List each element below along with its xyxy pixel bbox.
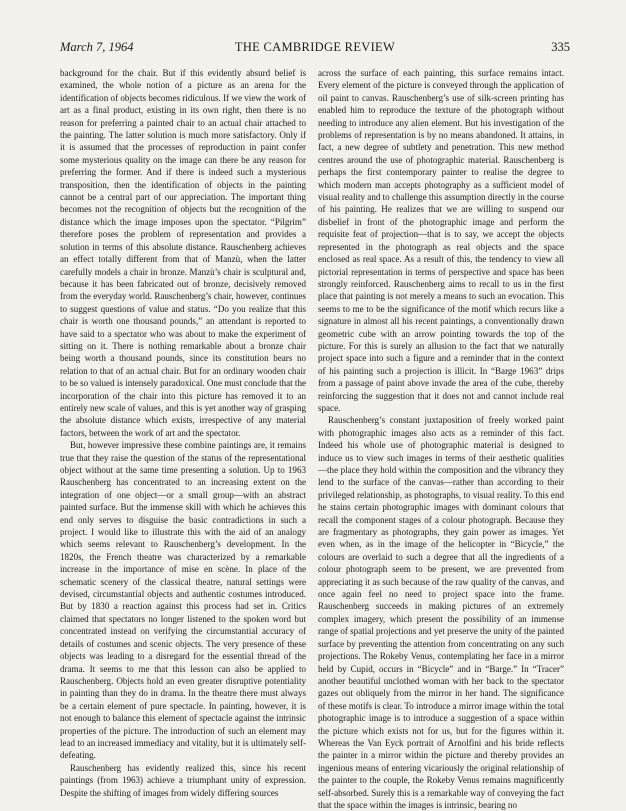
- left-column: [60, 67, 306, 799]
- body-paragraph: But, however impressive these combine paintings are, it remains true that they raise the question of the status of the representational object without at the same time presenting a solution. Up to 1963 Rauschenberg has concentrated to an increasing extent on the integration of one object—or a small group—with an abstract painted surface. But the immense skill with which he achieves this end only serves to disguise the basic contradictions in such a project. I would like to illustrate this with the aid of an analogy which seems relevant to Rauschenberg’s development. In the 1820s, the French theatre was characterized by a remarkable increase in the importance of mise en scène. In place of the schematic scenery of the classical theatre, natural settings were devised, circumstantial objects and authentic costumes introduced. But by 1830 a reaction against this process had set in. Critics claimed that spectators no longer listened to the spoken word but concentrated instead on verifying the circumstantial accuracy of details of costumes and scenic objects. The very presence of these objects was leading to a disregard for the essential thread of the drama. It seems to me that this lesson can also be applied to Rauschenberg. Objects hold an even greater disruptive potentiality in painting than they do in drama. In the theatre there must always be a certain element of pure spectacle. In painting, however, it is not enough to balance this element of spectacle against the intrinsic properties of the picture. The introduction of such an element may lead to an increased immediacy and vitality, but it is ultimately self-defeating.: [60, 440, 306, 761]
- body-paragraph: background for the chair. But if this evidently absurd belief is examined, the whole notion of a picture as an arena for the identification of objects becomes ridiculous. If we view the work of art as a final product, existing in its own right, then there is no reason for preferring a painted chair to an actual chair attached to the painting. The latter solution is much more satisfactory. Only if it is assumed that the processes of reproduction in paint confer some mysterious quality on the image can there be any reason for preferring the former. And if there is indeed such a mysterious transposition, then the identification of objects in the painting cannot be a central part of our appreciation. The important thing becomes not the recognition of objects but the recognition of the distance which the image imposes upon the spectator. “Pilgrim” therefore poses the problem of representation and provides a solution in terms of this absolute distance. Rauschenberg achieves an effect totally different from that of Manzù, when the latter carefully models a chair in bronze. Manzù’s chair is sculptural and, because it has been fabricated out of bronze, decisively removed from the everyday world. Rauschenberg’s chair, however, continues to suggest questions of value and status. “Do you realize that this chair is worth one thousand pounds,” an attendant is reported to have said to a spectator who was about to make the experiment of sitting on it. There is nothing remarkable about a bronze chair being worth a thousand pounds, since its constitution bears no relation to that of an actual chair. But for an ordinary wooden chair to be so valued is intensely paradoxical. One must conclude that the incorporation of the chair into this picture has removed it to an entirely new scale of values, and this is yet another way of grasping the absolute distance which exists, irrespective of any material factors, between the work of art and the spectator.: [60, 68, 306, 438]
- running-header: [60, 40, 570, 58]
- body-paragraph: Rauschenberg’s constant juxtaposition of freely worked paint with photographic images also acts as a reminder of this fact. Indeed his whole use of photographic material is designed to induce us to view such images in terms of their aesthetic qualities—the place they hold within the composition and the vibrancy they lend to the surface of the canvas—rather than according to their privileged relationship, as photographs, to visual reality. To this end he stains certain photographic images with dominant colours that recall the component stages of a colour photograph. Because they are fragmentary as photographs, they gain power as images. Yet even when, as in the image of the helicopter in “Bicycle,” the colours are overlaid to such a degree that all the ingredients of a colour photograph seem to be present, we are prevented from appreciating it as such because of the raw quality of the canvas, and once again feel no need to project space into the frame. Rauschenberg succeeds in making pictures of an extremely complex imagery, which present the possibility of an immense range of spatial projections and yet preserve the unity of the painted surface by preventing the attention from concentrating on any such projections. The Rokeby Venus, contemplating her face in a mirror held by Cupid, occurs in “Bicycle” and in “Barge.” In “Tracer” another beautiful unclothed woman with her back to the spectator gazes out obliquely from the mirror in her hand. The significance of these motifs is clear. To introduce a mirror image within the total photographic image is to introduce a suggestion of a space within the picture which exists not for us, but for the figures within it. Whereas the Van Eyck portrait of Arnolfini and his bride reflects the painter in a mirror within the picture and thereby provides an ingenious means of entering vicariously the original relationship of the painter to the couple, the Rokeby Venus remains magnificently self-absorbed. Surely this is a remarkable way of conveying the fact that the space within the images is intrinsic, bearing no: [318, 415, 564, 810]
- body-paragraph: across the surface of each painting, this surface remains intact. Every element of the picture is conveyed through the application of oil paint to canvas. Rauschenberg’s use of silk-screen printing has enabled him to reproduce the texture of the photograph without needing to introduce any alien element. But his investigation of the problems of representation is by no means abandoned. It attains, in fact, a new degree of subtlety and penetration. This new method centres around the use of photographic material. Rauschenberg is perhaps the first contemporary painter to realise the degree to which modern man accepts photography as a sufficient model of visual reality and to challenge this assumption directly in the course of his painting. He realizes that we are willing to suspend our disbelief in front of the photographic image and perform the requisite feat of projection—that is to say, we accept the objects represented in the photograph as real objects and the space enclosed as real space. As a result of this, the tendency to view all pictorial representation in terms of perspective and space has been strongly reinforced. Rauschenberg aims to recall to us in the first place that painting is not merely a means to such an evocation. This seems to me to be the significance of the motif which recurs like a signature in almost all his recent paintings, a conventionally drawn geometric cube with an arrow pointing towards the top of the picture. For this is surely an allusion to the fact that we naturally project space into such a figure and a reminder that in the context of his painting such a projection is illicit. In “Barge 1963” drips from a passage of paint above invade the area of the cube, thereby reinforcing the suggestion that it does not and cannot include real space.: [318, 68, 564, 413]
- journal-title: THE CAMBRIDGE REVIEW: [234, 40, 396, 54]
- issue-date: March 7, 1964: [60, 40, 134, 54]
- right-column: [318, 67, 564, 811]
- page-number: 335: [551, 40, 570, 54]
- body-paragraph: Rauschenberg has evidently realized this, since his recent paintings (from 1963) achieve a triumphant unity of expression. Despite the shifting of images from widely differing sources: [60, 762, 306, 798]
